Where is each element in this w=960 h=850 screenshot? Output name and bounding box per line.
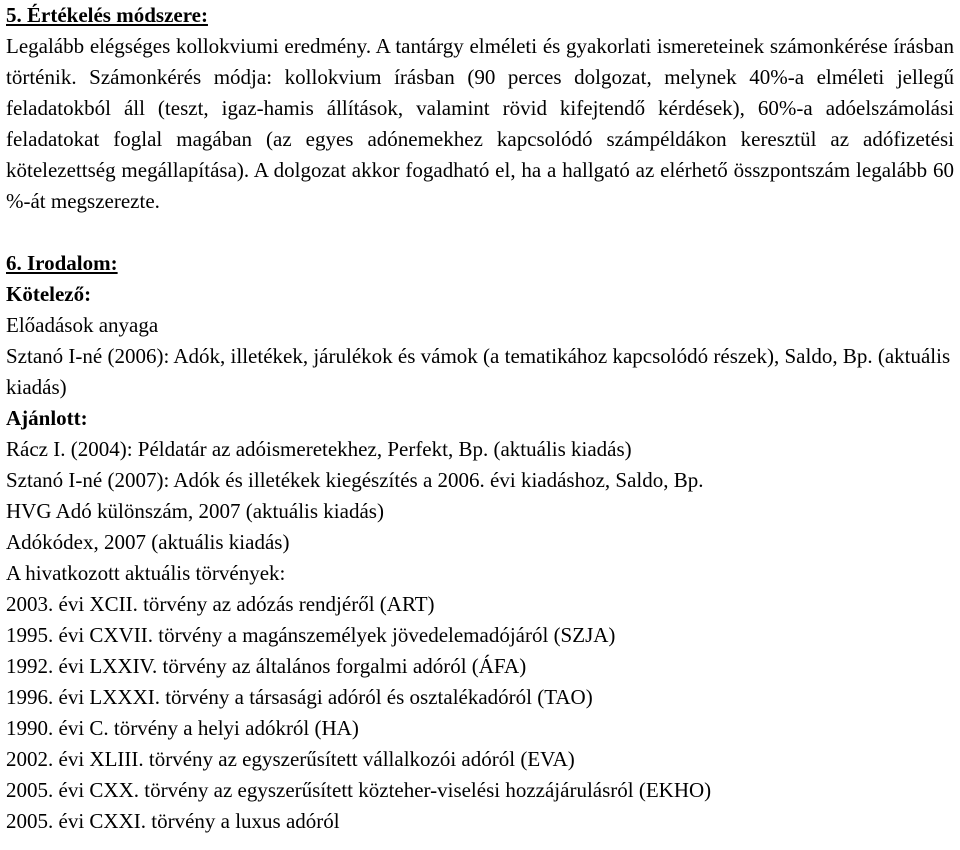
law-item: 1995. évi CXVII. törvény a magánszemélyek jövedelemadójáról (SZJA) [6,623,616,647]
recommended-item: HVG Adó különszám, 2007 (aktuális kiadás) [6,499,384,523]
section-6-heading: 6. Irodalom: [6,251,118,275]
required-item: Sztanó I-né (2006): Adók, illetékek, járulékok és vámok (a tematikához kapcsolódó részek), Saldo, Bp. (aktuális kiadás) [6,344,951,399]
section-spacer [6,217,954,248]
law-item: 2003. évi XCII. törvény az adózás rendjéről (ART) [6,592,435,616]
recommended-item: A hivatkozott aktuális törvények: [6,561,286,585]
law-item: 2005. évi CXXI. törvény a luxus adóról [6,809,340,833]
recommended-label: Ajánlott: [6,406,88,430]
section-5-heading: 5. Értékelés módszere: [6,3,208,27]
evaluation-paragraph: Legalább elégséges kollokviumi eredmény. A tantárgy elméleti és gyakorlati ismereteinek számonkérése írásban történik. Számonkérés módja: kollokvium írásban (90 perces dolgozat, melynek 40%-a elméleti jellegű feladatokból áll (teszt, igaz-hamis állítások, valamint rövid kifejtendő kérdések), 60%-a adóelszámolási feladatokat foglal magában (az egyes adónemekhez kapcsolódó számpéldákon keresztül az adófizetési kötelezettség megállapítása). A dolgozat akkor fogadható el, ha a hallgató az elérhető összpontszám legalább 60 %-át megszerezte. [6,34,954,213]
law-item: 2005. évi CXX. törvény az egyszerűsített közteher-viselési hozzájárulásról (EKHO) [6,778,712,802]
law-item: 2002. évi XLIII. törvény az egyszerűsített vállalkozói adóról (EVA) [6,747,575,771]
recommended-item: Rácz I. (2004): Példatár az adóismeretekhez, Perfekt, Bp. (aktuális kiadás) [6,437,632,461]
recommended-item: Sztanó I-né (2007): Adók és illetékek kiegészítés a 2006. évi kiadáshoz, Saldo, Bp. [6,468,704,492]
required-label: Kötelező: [6,282,92,306]
law-item: 1990. évi C. törvény a helyi adókról (HA) [6,716,359,740]
law-item: 1992. évi LXXIV. törvény az általános forgalmi adóról (ÁFA) [6,654,527,678]
law-item: 1996. évi LXXXI. törvény a társasági adóról és osztalékadóról (TAO) [6,685,593,709]
recommended-item: Adókódex, 2007 (aktuális kiadás) [6,530,290,554]
required-item: Előadások anyaga [6,313,159,337]
